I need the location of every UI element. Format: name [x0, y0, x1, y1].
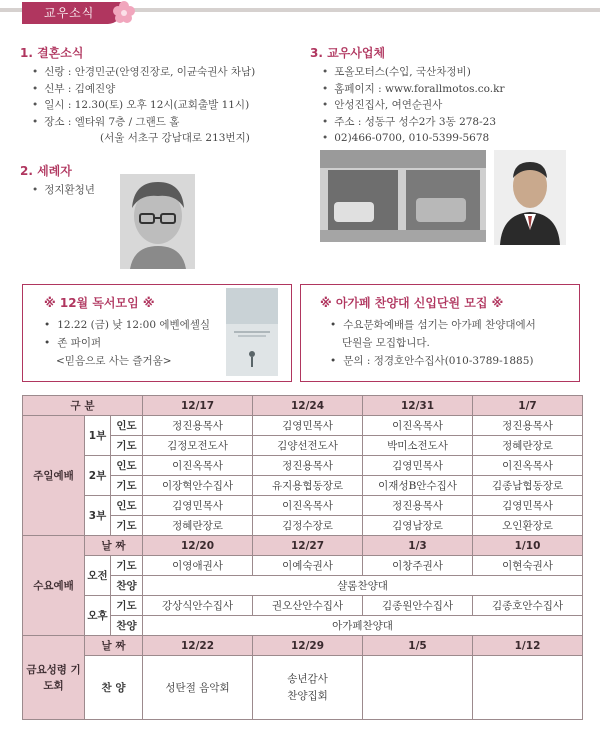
table-cell: 정진용목사 — [143, 416, 253, 436]
cell-line: 송년감사 — [287, 672, 328, 685]
list-item: • 포올모터스(수입, 국산차정비) — [322, 64, 505, 81]
role-label: 찬 양 — [85, 656, 143, 720]
wednesday-label: 수요예배 — [23, 536, 85, 636]
table-cell: 김양선전도사 — [253, 436, 363, 456]
friday-label: 금요성령 기도회 — [23, 636, 85, 720]
role-label: 인도 — [111, 496, 143, 516]
table-cell: 정진용목사 — [363, 496, 473, 516]
pm-label: 오후 — [85, 596, 111, 636]
table-cell: 김영남장로 — [363, 516, 473, 536]
list-item: • 02)466-0700, 010-5399-5678 — [322, 130, 505, 147]
date-cell: 12/29 — [253, 636, 363, 656]
table-cell: 성탄절 음악회 — [143, 656, 253, 720]
list-item: • 정지환청년 — [32, 182, 95, 199]
table-cell: 이현숙권사 — [473, 556, 583, 576]
table-cell: 김정수장로 — [253, 516, 363, 536]
am-label: 오전 — [85, 556, 111, 596]
role-label: 기도 — [111, 556, 143, 576]
table-cell: 정진용목사 — [253, 456, 363, 476]
date-label: 날 짜 — [85, 636, 143, 656]
date-cell: 12/17 — [143, 396, 253, 416]
table-cell: 이진옥목사 — [363, 416, 473, 436]
list-item: • 존 파이퍼 — [44, 334, 210, 352]
date-label: 날 짜 — [85, 536, 143, 556]
date-cell: 12/31 — [363, 396, 473, 416]
business-photo — [320, 150, 486, 242]
role-label: 기도 — [111, 516, 143, 536]
table-cell: 정혜란장로 — [473, 436, 583, 456]
table-cell — [363, 656, 473, 720]
table-cell: 샬롬찬양대 — [143, 576, 583, 596]
list-item: <믿음으로 사는 즐거움> — [56, 355, 172, 367]
cell-line: 찬양집회 — [287, 689, 328, 702]
date-cell: 1/12 — [473, 636, 583, 656]
table-cell: 이진옥목사 — [143, 456, 253, 476]
date-cell: 1/10 — [473, 536, 583, 556]
list-item: • 일시 : 12.30(토) 오후 12시(교회출발 11시) — [32, 97, 255, 114]
date-cell: 12/20 — [143, 536, 253, 556]
baptism-title: 2. 세례자 — [20, 164, 72, 178]
list-item: (서울 서초구 강남대로 213번지) — [100, 132, 250, 144]
role-label: 기도 — [111, 436, 143, 456]
flower-icon — [112, 0, 136, 24]
table-cell — [253, 656, 363, 720]
table-cell — [473, 656, 583, 720]
schedule-table — [22, 395, 583, 720]
table-cell: 이장혁안수집사 — [143, 476, 253, 496]
table-cell: 권오산안수집사 — [253, 596, 363, 616]
table-cell: 유지용협동장로 — [253, 476, 363, 496]
list-item: • 홈페이지 : www.forallmotos.co.kr — [322, 81, 505, 98]
choir-list — [330, 316, 536, 370]
role-label: 기도 — [111, 476, 143, 496]
reading-list — [44, 316, 210, 370]
choir-title: ※ 아가페 찬양대 신입단원 모집 ※ — [320, 296, 504, 310]
table-cell: 강상식안수집사 — [143, 596, 253, 616]
role-label: 찬양 — [111, 616, 143, 636]
sunday-label: 주일예배 — [23, 416, 85, 536]
part-label: 2부 — [85, 456, 111, 496]
list-item: • 신랑 : 안경민군(안영진장로, 이균숙권사 차남) — [32, 64, 255, 81]
role-label: 찬양 — [111, 576, 143, 596]
list-item: 단원을 모집합니다. — [342, 337, 430, 349]
baptism-list — [32, 182, 95, 199]
table-cell: 이예숙권사 — [253, 556, 363, 576]
wedding-title: 1. 결혼소식 — [20, 46, 84, 60]
business-list — [322, 64, 505, 147]
book-cover — [226, 288, 278, 376]
list-item: • 주소 : 성동구 성수2가 3동 278-23 — [322, 114, 505, 131]
business-title: 3. 교우사업체 — [310, 46, 386, 60]
table-cell: 김종원안수집사 — [363, 596, 473, 616]
table-cell: 오인환장로 — [473, 516, 583, 536]
date-cell: 1/5 — [363, 636, 473, 656]
list-item: • 문의 : 정경호안수집사(010-3789-1885) — [330, 352, 536, 370]
date-cell: 1/7 — [473, 396, 583, 416]
table-cell: 김정모전도사 — [143, 436, 253, 456]
date-cell: 12/27 — [253, 536, 363, 556]
reading-title: ※ 12월 독서모임 ※ — [44, 296, 155, 310]
date-cell: 1/3 — [363, 536, 473, 556]
header-label: 구 분 — [23, 396, 143, 416]
table-cell: 정혜란장로 — [143, 516, 253, 536]
table-cell: 김영민목사 — [143, 496, 253, 516]
list-item: • 12.22 (금) 낮 12:00 에벤에셀실 — [44, 316, 210, 334]
table-cell: 김영민목사 — [363, 456, 473, 476]
owner-photo — [494, 150, 566, 245]
role-label: 인도 — [111, 456, 143, 476]
table-cell: 아가페찬양대 — [143, 616, 583, 636]
wedding-list — [32, 64, 255, 147]
table-cell: 이영애권사 — [143, 556, 253, 576]
table-cell: 이재성B안수집사 — [363, 476, 473, 496]
list-item: • 안성진집사, 여연순권사 — [322, 97, 505, 114]
table-cell: 김종호안수집사 — [473, 596, 583, 616]
table-cell: 김종남협동장로 — [473, 476, 583, 496]
table-cell: 정진용목사 — [473, 416, 583, 436]
baptism-photo — [120, 174, 195, 269]
date-cell: 12/22 — [143, 636, 253, 656]
list-item: • 수요문화예배를 섬기는 아가페 찬양대에서 — [330, 316, 536, 334]
table-cell: 이진옥목사 — [253, 496, 363, 516]
list-item: • 신부 : 김예진양 — [32, 81, 255, 98]
table-cell: 김영민목사 — [253, 416, 363, 436]
date-cell: 12/24 — [253, 396, 363, 416]
role-label: 기도 — [111, 596, 143, 616]
table-cell: 김영민목사 — [473, 496, 583, 516]
table-cell: 이진옥목사 — [473, 456, 583, 476]
list-item: • 장소 : 엘타워 7층 / 그랜드 홀 — [32, 114, 255, 131]
part-label: 3부 — [85, 496, 111, 536]
table-cell: 박미소전도사 — [363, 436, 473, 456]
role-label: 인도 — [111, 416, 143, 436]
page-title: 교우소식 — [22, 2, 122, 24]
table-cell: 이창주권사 — [363, 556, 473, 576]
part-label: 1부 — [85, 416, 111, 456]
